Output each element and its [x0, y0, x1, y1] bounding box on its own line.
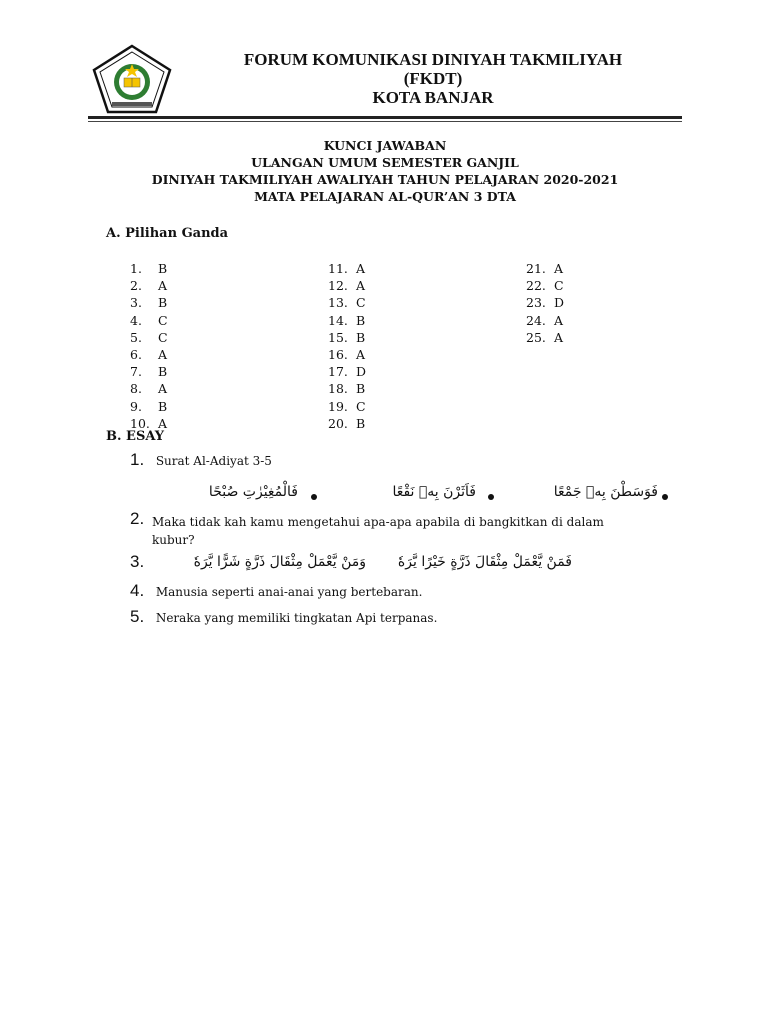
question-number: 16.: [328, 347, 348, 363]
essay-item-1: [130, 450, 272, 470]
bullet-icon: [311, 494, 317, 500]
answer-letter: B: [356, 329, 366, 345]
answer-row: [130, 294, 168, 311]
answer-row: [328, 312, 366, 329]
answer-letter: A: [554, 261, 564, 276]
question-number: 13.: [328, 295, 348, 311]
answer-row: [130, 329, 168, 346]
answer-letter: C: [158, 312, 168, 328]
essay-number: 1.: [130, 450, 145, 469]
org-abbreviation: (FKDT): [403, 69, 463, 88]
question-number: 8.: [130, 381, 142, 397]
organization-header: [190, 50, 676, 107]
question-number: 17.: [328, 364, 348, 380]
question-number: 6.: [130, 347, 142, 363]
bullet-icon: [488, 494, 494, 500]
fkdt-logo: [92, 44, 172, 114]
question-number: 14.: [328, 312, 348, 328]
answer-letter: A: [356, 347, 366, 363]
essay-item-5: [130, 607, 437, 627]
answer-row: [328, 294, 366, 311]
essay-number: 4.: [130, 581, 145, 600]
title-school-year: DINIYAH TAKMILIYAH AWALIYAH TAHUN PELAJARAN 2020-2021: [151, 172, 619, 187]
answer-letter: C: [356, 295, 366, 311]
bullet-icon: [662, 494, 668, 500]
answer-letter: A: [158, 278, 168, 294]
essay-item-3: [130, 552, 152, 572]
essay-text: Manusia seperti anai-anai yang bertebaran.: [155, 585, 423, 599]
question-number: 22.: [526, 278, 546, 294]
answer-letter: B: [158, 398, 168, 414]
answer-letter: A: [158, 415, 168, 431]
answer-row: [328, 329, 366, 346]
answer-letter: B: [356, 415, 366, 431]
answer-letter: C: [356, 398, 366, 414]
document-titles: [100, 137, 670, 205]
arabic-verse: فَمَنْ يَّعْمَلْ مِثْقَالَ ذَرَّةٍ خَيْرًا يَّرَهٗ: [397, 554, 572, 570]
answers-column-2: [328, 260, 366, 432]
answer-row: [526, 277, 564, 294]
essay-item-4: [130, 581, 422, 601]
answer-row: [328, 277, 366, 294]
arabic-verse: فَاَثَرْنَ بِهٖ نَقْعًا: [392, 484, 476, 500]
answer-letter: A: [356, 261, 366, 276]
question-number: 15.: [328, 329, 348, 345]
question-number: 25.: [526, 329, 546, 345]
answer-row: [526, 260, 564, 277]
essay-text-line-1: Maka tidak kah kamu mengetahui apa-apa apabila di bangkitkan di dalam: [152, 515, 604, 529]
arabic-verse: فَالْمُغِيْرٰتِ صُبْحًا: [208, 484, 298, 500]
answer-letter: B: [158, 295, 168, 311]
answer-row: [130, 346, 168, 363]
question-number: 3.: [130, 295, 142, 311]
question-number: 7.: [130, 364, 142, 380]
essay-text-line-2: kubur?: [152, 533, 195, 547]
question-number: 9.: [130, 398, 142, 414]
question-number: 11.: [328, 261, 348, 276]
answer-row: [130, 363, 168, 380]
answer-row: [130, 312, 168, 329]
title-exam: ULANGAN UMUM SEMESTER GANJIL: [251, 155, 519, 170]
question-number: 24.: [526, 312, 546, 328]
answer-row: [526, 329, 564, 346]
answer-row: [328, 346, 366, 363]
question-number: 23.: [526, 295, 546, 311]
header-rule-thick: [88, 116, 682, 119]
answer-row: [130, 277, 168, 294]
arabic-verse: فَوَسَطْنَ بِهٖ جَمْعًا: [553, 484, 658, 500]
org-name: FORUM KOMUNIKASI DINIYAH TAKMILIYAH: [243, 50, 623, 69]
answer-row: [526, 312, 564, 329]
essay-number: 2.: [130, 509, 145, 528]
essay-item-2: [130, 510, 650, 549]
question-number: 4.: [130, 312, 142, 328]
question-number: 12.: [328, 278, 348, 294]
answer-row: [328, 415, 366, 432]
question-number: 21.: [526, 261, 546, 276]
answer-letter: A: [554, 312, 564, 328]
title-answer-key: KUNCI JAWABAN: [323, 138, 447, 153]
question-number: 2.: [130, 278, 142, 294]
answer-row: [130, 380, 168, 397]
question-number: 18.: [328, 381, 348, 397]
arabic-verse: وَمَنْ يَّعْمَلْ مِثْقَالَ ذَرَّةٍ شَرًّا يَّرَهٗ: [193, 554, 366, 570]
answer-row: [328, 363, 366, 380]
title-subject: MATA PELAJARAN AL-QUR’AN 3 DTA: [254, 189, 516, 204]
answers-column-3: [526, 260, 564, 346]
question-number: 20.: [328, 415, 348, 431]
answers-column-1: [130, 260, 168, 432]
answer-letter: B: [356, 381, 366, 397]
answer-row: [130, 260, 168, 277]
question-number: 19.: [328, 398, 348, 414]
answer-letter: C: [554, 278, 564, 294]
essay-text: Surat Al-Adiyat 3-5: [155, 454, 272, 468]
answer-row: [328, 380, 366, 397]
answer-row: [328, 398, 366, 415]
question-number: 10.: [130, 415, 150, 431]
answer-letter: A: [158, 347, 168, 363]
answer-letter: A: [554, 329, 564, 345]
answer-letter: D: [356, 364, 367, 380]
answer-letter: B: [356, 312, 366, 328]
question-number: 1.: [130, 261, 142, 276]
section-b-heading: B. ESAY: [106, 429, 165, 444]
section-a-heading: A. Pilihan Ganda: [106, 226, 229, 241]
answer-row: [328, 260, 366, 277]
answer-letter: B: [158, 364, 168, 380]
answer-letter: C: [158, 329, 168, 345]
essay-text: Neraka yang memiliki tingkatan Api terpanas.: [155, 611, 438, 625]
org-city: KOTA BANJAR: [372, 88, 494, 107]
essay-number: 3.: [130, 552, 145, 571]
answer-letter: A: [356, 278, 366, 294]
answer-letter: A: [158, 381, 168, 397]
answer-letter: D: [554, 295, 565, 311]
header-rule-thin: [88, 121, 682, 122]
answer-row: [526, 294, 564, 311]
answer-row: [130, 398, 168, 415]
essay-number: 5.: [130, 607, 145, 626]
question-number: 5.: [130, 329, 142, 345]
answer-letter: B: [158, 261, 168, 276]
